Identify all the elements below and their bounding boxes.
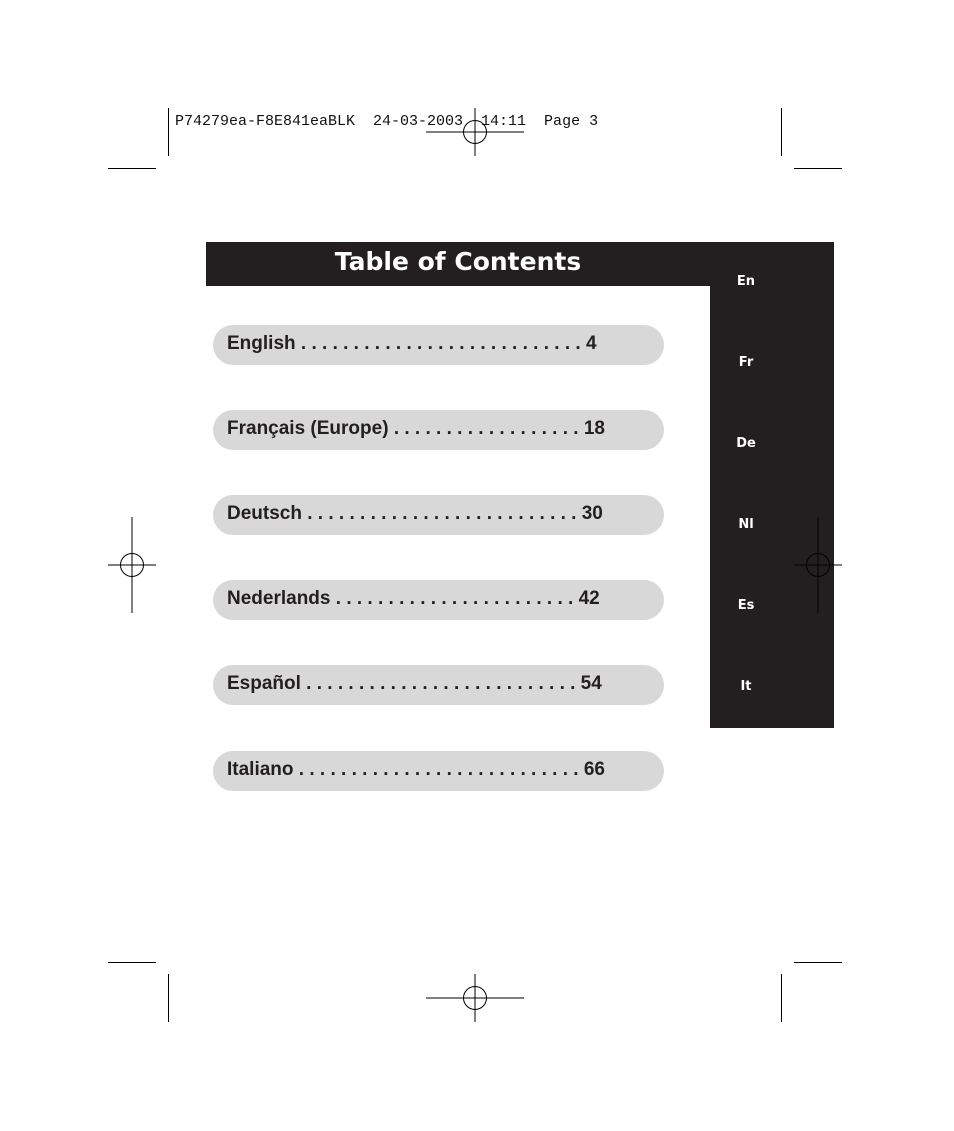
crop-mark-top-left-vertical	[168, 108, 169, 156]
toc-entry-label: Nederlands . . . . . . . . . . . . . . . . . . . . . . . 42	[227, 588, 600, 609]
language-tab-column	[710, 242, 834, 728]
toc-entry-italiano[interactable]	[213, 751, 664, 791]
tab-fr[interactable]: Fr	[738, 355, 754, 370]
crop-mark-bottom-right-vertical	[781, 974, 782, 1022]
tab-en[interactable]: En	[736, 274, 756, 289]
print-slug: P74279ea-F8E841eaBLK 24-03-2003 14:11 Page 3	[175, 113, 599, 130]
tab-es[interactable]: Es	[737, 598, 755, 613]
registration-mark-bottom-icon	[426, 974, 524, 1022]
tab-it[interactable]: It	[740, 679, 752, 694]
tab-nl[interactable]: Nl	[738, 517, 754, 532]
crop-mark-bottom-right-horizontal	[794, 962, 842, 963]
registration-mark-top-icon	[426, 108, 524, 156]
toc-entry-deutsch[interactable]	[213, 495, 664, 535]
title-bar	[206, 242, 710, 286]
registration-mark-right-icon	[794, 517, 842, 613]
page-title: Table of Contents	[334, 247, 582, 276]
crop-mark-bottom-left-horizontal	[108, 962, 156, 963]
toc-entry-english[interactable]	[213, 325, 664, 365]
toc-entry-label: Deutsch . . . . . . . . . . . . . . . . . . . . . . . . . . 30	[227, 503, 603, 524]
toc-entry-label: English . . . . . . . . . . . . . . . . . . . . . . . . . . . 4	[227, 333, 597, 354]
toc-entry-label: Español . . . . . . . . . . . . . . . . . . . . . . . . . . 54	[227, 673, 602, 694]
toc-entry-label: Italiano . . . . . . . . . . . . . . . . . . . . . . . . . . . 66	[227, 759, 605, 780]
toc-entry-francais[interactable]	[213, 410, 664, 450]
tab-de[interactable]: De	[736, 436, 756, 451]
crop-mark-top-left-horizontal	[108, 168, 156, 169]
toc-entry-nederlands[interactable]	[213, 580, 664, 620]
toc-entry-label: Français (Europe) . . . . . . . . . . . . . . . . . . 18	[227, 418, 605, 439]
toc-entry-espanol[interactable]	[213, 665, 664, 705]
registration-mark-left-icon	[108, 517, 156, 613]
crop-mark-top-right-vertical	[781, 108, 782, 156]
crop-mark-bottom-left-vertical	[168, 974, 169, 1022]
crop-mark-top-right-horizontal	[794, 168, 842, 169]
